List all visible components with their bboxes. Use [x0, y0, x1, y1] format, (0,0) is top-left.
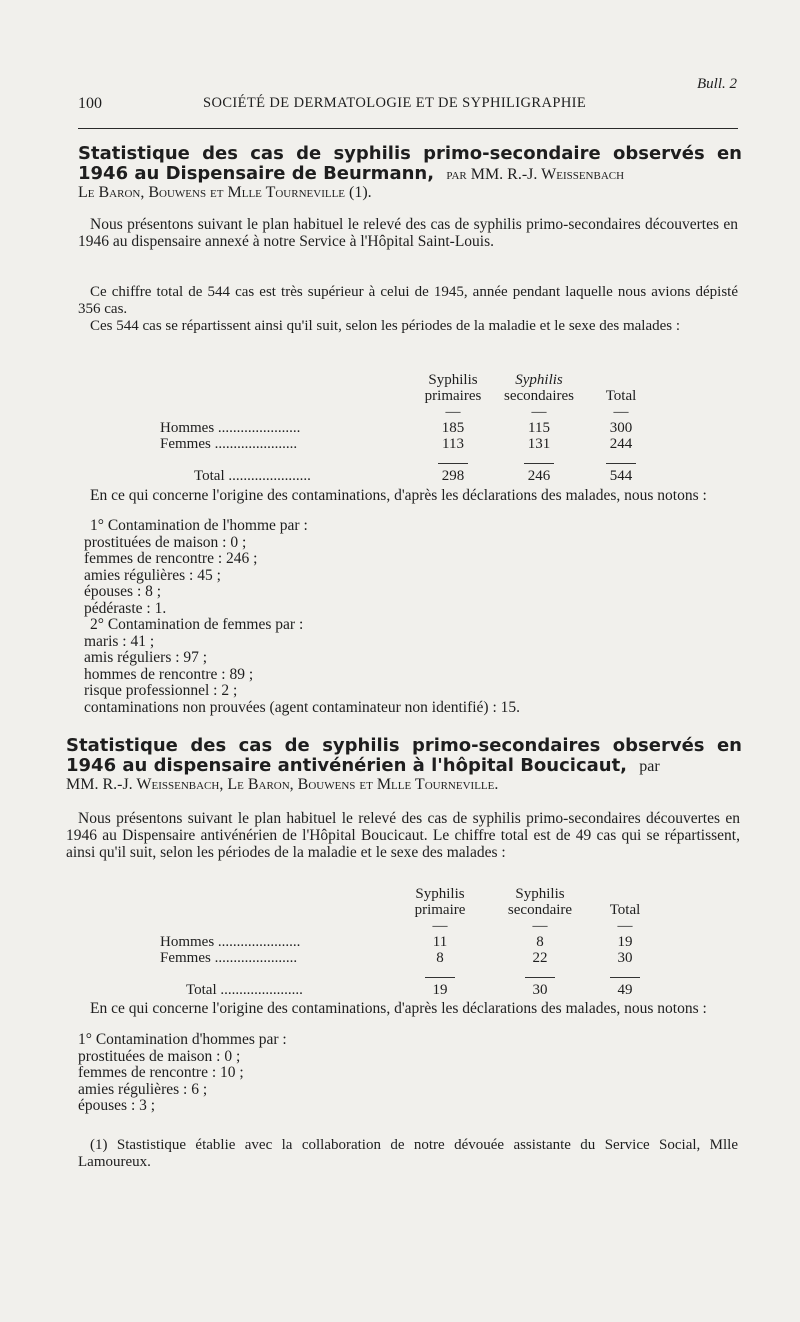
total-label: Total ......................: [186, 982, 303, 998]
a2-dash: —: [617, 918, 633, 934]
total-value: 30: [532, 982, 548, 998]
list-item: contaminations non prouvées (agent contaminateur non identifié) : 15.: [84, 698, 521, 716]
article1-origin-intro: En ce qui concerne l'origine des contaminations, d'après les déclarations des malades, nous notons :: [90, 487, 707, 504]
a2-col2-header-2: secondaire: [507, 902, 573, 918]
row-label: Hommes ......................: [160, 420, 301, 436]
article1-body2: [78, 284, 738, 335]
list-item: amis réguliers : 97 ;: [84, 649, 208, 666]
cell-value: 131: [527, 436, 551, 452]
total-value: 544: [609, 468, 633, 484]
list-item: prostituées de maison : 0 ;: [84, 533, 247, 551]
a2-col3-header: Total: [609, 902, 641, 918]
cell-value: 300: [609, 420, 633, 436]
list-item: 2° Contamination de femmes par :: [90, 616, 304, 633]
a2-dash: —: [532, 918, 548, 934]
list-item: femmes de rencontre : 10 ;: [78, 1064, 244, 1081]
cell-value: 30: [617, 950, 633, 966]
article1-para1: Nous présentons suivant le plan habituel le relevé des cas de syphilis primo-secondaires découvertes en 1946 au dispensaire annexé à notre Service à l'Hôpital Saint-Louis.: [78, 216, 738, 250]
article2-title-line1: Statistique des cas de syphilis primo-secondaires observés en: [66, 735, 742, 756]
header-rule: [78, 128, 738, 129]
article2-para1: Nous présentons suivant le plan habituel le relevé des cas de syphilis primo-secondaires découvertes en 1946 au Dispensaire antivénérien de l'Hôpital Boucicaut. Le chiffre total est de 49 cas qui se répartissent, ainsi qu'il suit, selon les périodes de la maladie et le sexe des malades :: [66, 810, 740, 861]
article1-para3: Ces 544 cas se répartissent ainsi qu'il suit, selon les périodes de la maladie et le sexe des malades :: [90, 318, 681, 334]
list-item: hommes de rencontre : 89 ;: [84, 665, 254, 683]
total-value: 246: [527, 468, 551, 484]
article1-table: [160, 372, 660, 484]
list-item: amies régulières : 45 ;: [84, 566, 221, 584]
cell-value: 19: [617, 934, 633, 950]
row-label: Hommes ......................: [160, 934, 301, 950]
article2-title-par: par: [639, 758, 660, 775]
article2-body: [66, 810, 740, 861]
article2-title-venue: 1946 au dispensaire antivénérien à l'hôpital Boucicaut,: [66, 755, 628, 776]
a1-col1-header-1: Syphilis: [428, 372, 478, 388]
a2-col1-header-1: Syphilis: [415, 886, 465, 902]
list-item: maris : 41 ;: [84, 632, 155, 650]
a1-dash: —: [531, 404, 547, 420]
running-head: SOCIÉTÉ DE DERMATOLOGIE ET DE SYPHILIGRAPHIE: [203, 95, 587, 111]
a2-col2-header-1: Syphilis: [515, 886, 565, 902]
a1-dash: —: [613, 404, 629, 420]
cell-value: 115: [528, 420, 550, 436]
footnote-text: (1) Stastistique établie avec la collaboration de notre dévouée assistante du Service Social, Mlle Lamoureux.: [78, 1137, 738, 1170]
sum-rule: [610, 977, 640, 978]
cell-value: 22: [532, 950, 548, 966]
article2-table: [160, 886, 660, 998]
article1-origin: [78, 487, 738, 504]
cell-value: 244: [609, 436, 633, 452]
article1-authors: Le Baron, Bouwens et Mlle Tourneville (1).: [78, 184, 372, 201]
a1-col2-header-1: Syphilis: [515, 372, 563, 388]
a2-dash: —: [432, 918, 448, 934]
bulletin-annotation: Bull. 2: [697, 76, 737, 92]
sum-rule: [525, 977, 555, 978]
article1-title-authors-start: par MM. R.-J. Weissenbach: [446, 166, 625, 183]
total-label: Total ......................: [194, 468, 311, 484]
sum-rule: [606, 463, 636, 464]
list-item: épouses : 8 ;: [84, 583, 162, 600]
article1-contamination-list: [84, 518, 520, 716]
a2-col1-header-2: primaire: [414, 902, 466, 918]
list-item: amies régulières : 6 ;: [78, 1080, 208, 1098]
list-item: risque professionnel : 2 ;: [84, 682, 238, 699]
total-value: 298: [441, 468, 465, 484]
row-label: Femmes ......................: [160, 436, 298, 452]
cell-value: 8: [436, 950, 444, 966]
sum-rule: [524, 463, 554, 464]
cell-value: 8: [536, 934, 544, 950]
article1-title-line1: Statistique des cas de syphilis primo-secondaire observés en: [78, 143, 742, 164]
footnote: [78, 1137, 738, 1171]
a1-dash: —: [445, 404, 461, 420]
article2-origin-intro: En ce qui concerne l'origine des contaminations, d'après les déclarations des malades, nous notons :: [90, 1000, 707, 1017]
cell-value: 185: [441, 420, 465, 436]
table-row: [160, 950, 660, 966]
table-total-row: [160, 982, 660, 998]
article1-title-venue: 1946 au Dispensaire de Beurmann,: [78, 163, 435, 184]
list-item: femmes de rencontre : 246 ;: [84, 550, 258, 567]
table-row: [160, 420, 660, 436]
total-value: 49: [617, 982, 633, 998]
list-item: pédéraste : 1.: [84, 599, 167, 617]
table-total-row: [160, 468, 660, 484]
page-number: 100: [78, 95, 102, 112]
article1-body: [78, 216, 738, 250]
article1-para2: Ce chiffre total de 544 cas est très supérieur à celui de 1945, année pendant laquelle nous avions dépisté 356 cas.: [78, 284, 738, 317]
list-item: prostituées de maison : 0 ;: [78, 1047, 241, 1065]
a1-col2-header-2: secondaires: [504, 388, 574, 404]
a1-col1-header-2: primaires: [424, 388, 482, 404]
article2-origin: [78, 1000, 738, 1017]
total-value: 19: [432, 982, 448, 998]
table-row: [160, 436, 660, 452]
table-row: [160, 934, 660, 950]
row-label: Femmes ......................: [160, 950, 298, 966]
list-item: 1° Contamination de l'homme par :: [90, 517, 308, 534]
article2-authors: MM. R.-J. Weissenbach, Le Baron, Bouwens et Mlle Tourneville.: [66, 776, 499, 793]
sum-rule: [438, 463, 468, 464]
list-item: 1° Contamination d'hommes par :: [78, 1031, 287, 1048]
cell-value: 11: [432, 934, 448, 950]
sum-rule: [425, 977, 455, 978]
list-item: épouses : 3 ;: [78, 1097, 156, 1114]
a1-col3-header: Total: [605, 388, 637, 404]
cell-value: 113: [442, 436, 464, 452]
article2-contamination-list: [78, 1032, 287, 1115]
